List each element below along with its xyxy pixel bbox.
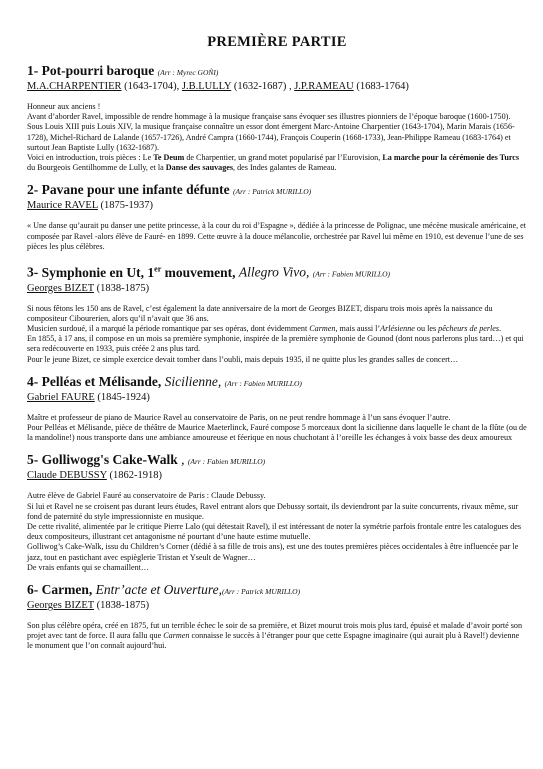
section-3-subtitle: Allegro Vivo,: [238, 264, 310, 280]
section-6-heading: [27, 582, 527, 599]
section-2-number: 2-: [27, 182, 39, 198]
section-6-arranger: (Arr : Patrick MURILLO): [221, 586, 301, 596]
paragraph: Honneur aux anciens !: [27, 102, 101, 111]
paragraph: « Une danse qu’aurait pu danser une petite princesse, à la cour du roi d’Espagne », dédiée à la princesse de Polignac, une mécène musicale américaine, et composée par Ravel -alors élève de Fauré- en 1899. Cette œuvre à la douce mélancolie, orchestrée par Ravel lui même en 1910, est devenue l’une de ses pièces les plus célèbres.: [27, 221, 527, 251]
section-3-title: [42, 265, 236, 280]
composer-charpentier: M.A.CHARPENTIER: [27, 81, 122, 92]
paragraph: Pour Pelléas et Mélisande, pièce de théâtre de Maurice Maeterlinck, Fauré compose 5 morceaux dont la sicilienne dans laquelle le chant de la flûte (ou de la mandoline!) nous transporte dans une ambiance amoureuse et féerique en nous chuchotant à l’oreille les échanges à voix basse des deux amoureux: [27, 422, 527, 443]
section-4-body: [27, 413, 527, 444]
paragraph: [27, 324, 527, 334]
text-run: Son plus célèbre opéra, créé en 1875, fut un terrible échec le soir de sa première, et Bizet mourut trois mois plus tard, épuisé et malade d’avoir porté son projet avec tant de force. Il aura fallu que: [27, 620, 523, 641]
text-run: Voici en introduction, trois pièces : Le: [27, 153, 154, 163]
section-1-composers: [27, 80, 527, 94]
section-2-title: Pavane pour une infante défunte: [41, 182, 230, 198]
work-title: Te Deum: [153, 153, 185, 163]
section-6-title: Carmen,: [41, 581, 93, 597]
composer-faure-dates: (1845-1924): [94, 391, 150, 403]
work-title: Carmen: [309, 323, 336, 333]
section-5-composer: [27, 469, 527, 483]
work-title: Danse des sauvages: [165, 163, 234, 173]
title-text: Symphonie en Ut, 1: [41, 264, 155, 280]
work-title: pêcheurs de perles: [438, 323, 500, 333]
composer-bizet-dates: (1838-1875): [93, 282, 150, 294]
section-6-subtitle: Entr’acte et Ouverture,: [95, 581, 222, 597]
section-4-composer: [27, 391, 527, 405]
program-page: [27, 34, 527, 661]
composer-lully-dates: (1632-1687) ,: [231, 81, 295, 92]
section-1-title: Pot-pourri baroque: [41, 63, 155, 78]
section-5-number: 5-: [27, 452, 39, 468]
text-run: Musicien surdoué, il a marqué la période romantique par ses opéras, dont évidemment: [27, 323, 310, 333]
text-run: , mais aussi l’: [335, 323, 381, 333]
section-1: [27, 63, 527, 173]
section-4-heading: [27, 374, 527, 391]
page-title: PREMIÈRE PARTIE: [207, 34, 347, 50]
section-4-subtitle: Sicilienne,: [164, 373, 222, 389]
work-title: Carmen: [163, 631, 190, 641]
section-1-heading: [27, 63, 527, 80]
composer-bizet: Georges BIZET: [27, 599, 94, 611]
text-run: .: [499, 323, 502, 333]
composer-charpentier-dates: (1643-1704),: [121, 81, 182, 92]
section-4-arranger: (Arr : Fabien MURILLO): [224, 378, 302, 388]
section-2-body: [27, 221, 527, 252]
paragraph: En 1855, à 17 ans, il compose en un mois sa première symphonie, inspirée de la première symphonie de Gounod (dont nous parlerons plus tard…) et qui sera redécouverte en 1933, puis créée 2 ans plus tard.: [27, 334, 524, 354]
composer-rameau: J.P.RAMEAU: [294, 81, 354, 92]
text-run: connaisse le succès à l’étranger pour que cette Espagne imaginaire (qui aurait plu à Ravel!) devienne le monument que l’on connaît aujourd’hui.: [27, 631, 520, 651]
section-6-body: [27, 621, 527, 652]
work-title: La marche pour la cérémonie des Turcs: [382, 153, 520, 163]
composer-faure: Gabriel FAURE: [27, 391, 95, 403]
paragraph: Golliwog’s Cake-Walk, issu du Children’s Corner (dédié à sa fille de trois ans), est une des toutes premières pièces occidentales à être influencée par le jazz, tout en pastichant avec espièglerie Tristan et Yseult de Wagner…: [27, 542, 519, 562]
composer-rameau-dates: (1683-1764): [353, 81, 409, 92]
text-run: de Charpentier, un grand motet popularisé par l’Eurovision,: [184, 153, 383, 163]
composer-bizet: Georges BIZET: [27, 282, 94, 294]
section-3-heading: [27, 261, 527, 282]
section-4: [27, 374, 527, 444]
section-5-body: [27, 491, 527, 573]
ordinal-suffix: er: [154, 264, 162, 274]
composer-ravel-dates: (1875-1937): [97, 200, 153, 212]
section-2: [27, 182, 527, 252]
composer-ravel: Maurice RAVEL: [27, 200, 98, 212]
section-5-subtitle: ,: [177, 452, 185, 468]
composer-debussy-dates: (1862-1918): [106, 470, 162, 482]
section-3-arranger: (Arr : Fabien MURILLO): [312, 269, 391, 279]
section-5-heading: [27, 452, 527, 469]
paragraph: Si nous fêtons les 150 ans de Ravel, c’est également la date anniversaire de la mort de Georges BIZET, disparu trois mois après la naissance du compositeur Cibourerien, alors qu’il n’avait que 36 ans.: [27, 303, 493, 323]
paragraph: [27, 621, 527, 652]
section-2-heading: [27, 182, 527, 199]
section-1-body: [27, 102, 527, 173]
section-5-arranger: (Arr : Fabien MURILLO): [187, 457, 266, 467]
paragraph: De cette rivalité, alimentée par le critique Pierre Lalo (qui détestait Ravel), il est intéressant de noter la symétrie parfois frontale entre les catalogues des deux compositeurs, illustrant cet antagonisme né pourtant d’une haute estime mutuelle.: [27, 521, 522, 542]
section-2-composer: [27, 199, 527, 213]
composer-lully: J.B.LULLY: [181, 81, 232, 92]
text-run: , des Indes galantes de Rameau.: [233, 163, 337, 173]
section-2-arranger: (Arr : Patrick MURILLO): [233, 187, 312, 197]
section-6-composer: [27, 599, 527, 613]
section-3: [27, 261, 527, 365]
section-1-arranger: (Arr : Myrec GOÑI): [157, 68, 219, 77]
section-4-number: 4-: [27, 373, 39, 389]
section-6-number: 6-: [27, 581, 39, 597]
paragraph: De vrais enfants qui se chamaillent…: [27, 562, 150, 572]
paragraph: [27, 153, 527, 173]
section-1-number: 1-: [27, 63, 39, 78]
work-title: Arlésienne: [380, 323, 415, 333]
paragraph: Sous Louis XIII puis Louis XIV, la musique française connaître un essor dont émergent Marc-Antoine Charpentier (1643-1704), Marin Marais (1656-1728), Michel-Richard de Lalande (1657-1726), André Campra (1660-1744), François Couperin (1668-1733), Jean-Philippe Rameau (1683-1764) et surtout Jean Baptiste Lully (1632-1687).: [27, 122, 515, 152]
section-3-composer: [27, 282, 527, 296]
paragraph: Si lui et Ravel ne se croisent pas durant leurs études, Ravel entrant alors que Debussy sortait, ils deviendront par la suite concurrents, rivaux même, sur fond de paternité du style impressionniste en musique.: [27, 501, 519, 521]
section-4-title: Pelléas et Mélisande,: [41, 373, 162, 389]
section-5-title: Golliwogg's Cake-Walk: [41, 452, 178, 468]
section-5: [27, 452, 527, 573]
section-6: [27, 582, 527, 652]
paragraph: Avant d’aborder Ravel, impossible de rendre hommage à la musique française sans évoquer ses illustres pionniers de l’époque baroque (1600-1750).: [27, 112, 511, 122]
paragraph: Pour le jeune Bizet, ce simple exercice devait tomber dans l’oubli, mais depuis 1935, il ne quitte plus les grandes salles de concert…: [27, 354, 459, 364]
composer-bizet-dates: (1838-1875): [93, 599, 150, 611]
paragraph: Maître et professeur de piano de Maurice Ravel au conservatoire de Paris, on ne peut rendre hommage à l’un sans évoquer l’autre.: [27, 412, 451, 422]
text-run: ou les: [414, 323, 439, 333]
paragraph: Autre élève de Gabriel Fauré au conservatoire de Paris : Claude Debussy.: [27, 491, 266, 501]
composer-debussy: Claude DEBUSSY: [27, 470, 107, 482]
title-text: mouvement,: [161, 264, 236, 280]
text-run: du Bourgeois Gentilhomme de Lully, et la: [27, 163, 166, 173]
section-3-number: 3-: [27, 264, 39, 280]
section-3-body: [27, 304, 527, 365]
